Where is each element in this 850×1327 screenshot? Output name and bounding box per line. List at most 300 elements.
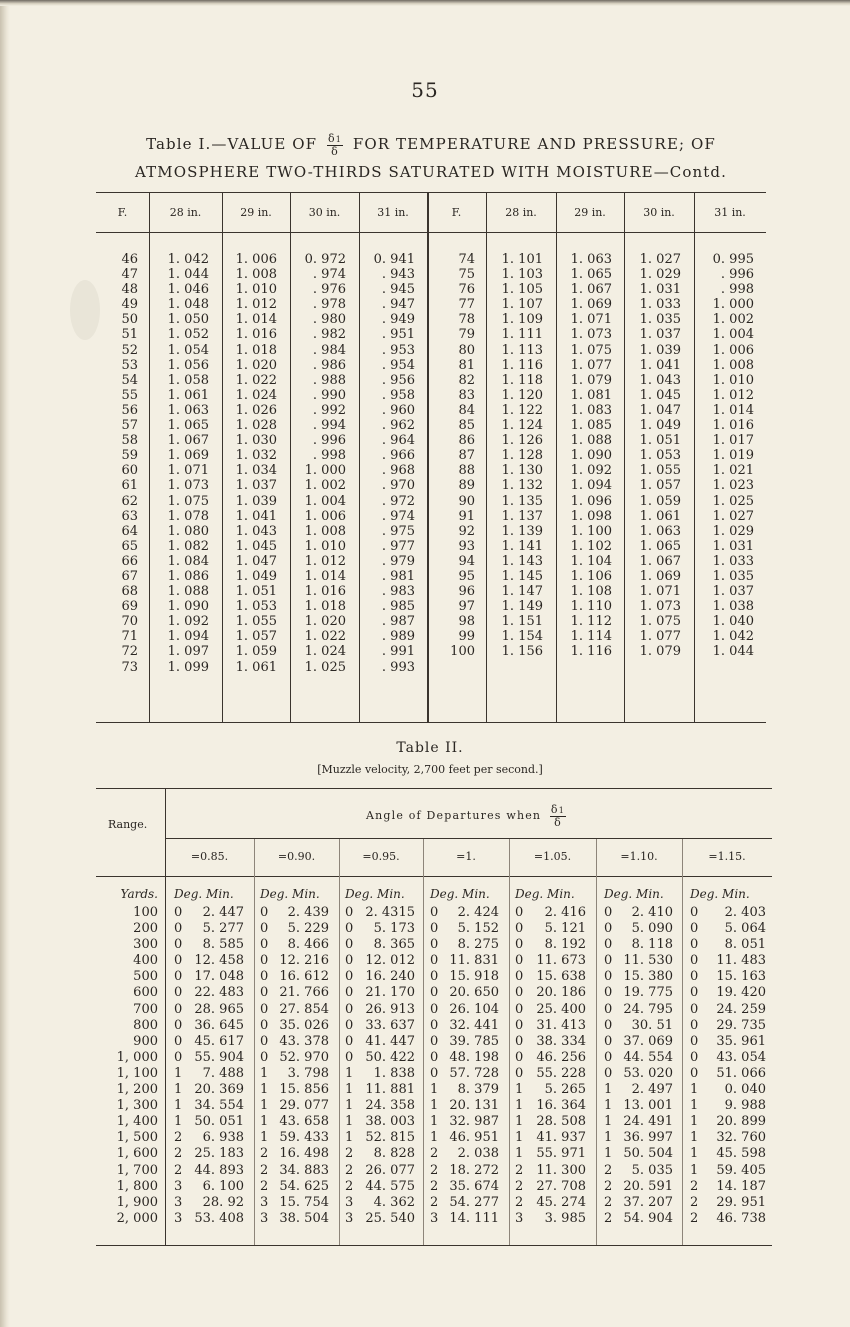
table1-cell: 1. 025 (712, 493, 754, 509)
table2-minute-cell: 11. 300 (536, 1162, 586, 1178)
table2-degree-cell: 1 (345, 1130, 354, 1146)
table1-cell: 1. 126 (501, 433, 543, 449)
table1-right-temperature-column (427, 252, 475, 660)
table2-degree-cell: 1 (260, 1114, 269, 1130)
table2-minute-cell: 38. 003 (365, 1114, 415, 1130)
table2-degree-cell: 0 (690, 1065, 699, 1081)
table2-minute-cell: 50. 051 (194, 1114, 244, 1130)
table1-cell: . 954 (381, 357, 415, 373)
table2-degree-cell: 0 (604, 905, 613, 920)
table2-minute-cell: 35. 026 (279, 1017, 329, 1033)
table2-minute-cell: 36. 645 (194, 1017, 244, 1033)
table2-degree-cell: 0 (604, 921, 613, 937)
table1-cell: . 994 (312, 418, 346, 434)
table2-minute-cell: 53. 020 (623, 1065, 673, 1081)
table2-degree-cell: 0 (515, 985, 524, 1001)
table1-cell: 1. 051 (235, 584, 277, 600)
table1-cell: 1. 083 (570, 402, 612, 418)
table2-minute-cell: 11. 881 (365, 1082, 415, 1098)
table1-cell-temperature: 94 (458, 553, 475, 569)
table1-cell: 1. 050 (167, 312, 209, 328)
table1-cell: . 974 (312, 267, 346, 283)
table2-degree-cell: 0 (345, 969, 354, 985)
table1-cell-temperature: 61 (121, 478, 138, 494)
table2-minute-cell: 41. 447 (365, 1033, 415, 1049)
table2-degree-cell: 0 (345, 1033, 354, 1049)
table1-cell: 1. 075 (167, 493, 209, 509)
table1-cell: 1. 080 (167, 523, 209, 539)
table1-cell-temperature: 87 (458, 448, 475, 464)
table1-cell: . 996 (312, 433, 346, 449)
table2-degree-cell: 1 (345, 1098, 354, 1114)
table1-cell: 1. 034 (235, 463, 277, 479)
table2-minute-cell: 20. 369 (194, 1082, 244, 1098)
table2-degree-cell: 0 (260, 953, 269, 969)
table2-degree-cell: 0 (260, 937, 269, 953)
table2-degree-cell: 2 (260, 1162, 269, 1178)
table2-minute-cell: 36. 997 (623, 1130, 673, 1146)
table2-degree-column (345, 905, 357, 1227)
table1-cell: . 978 (312, 297, 346, 313)
table2-minute-cell: 16. 240 (365, 969, 415, 985)
table1-cell: 1. 014 (712, 402, 754, 418)
table1-cell: 1. 035 (639, 312, 681, 328)
table1-cell-temperature: 89 (458, 478, 475, 494)
table2-range-cell: 1, 700 (116, 1162, 158, 1178)
table1-cell-temperature: 53 (121, 357, 138, 373)
table2-degree-column (260, 905, 272, 1227)
table2-minute-cell: 59. 405 (716, 1162, 766, 1178)
table1-cell: . 949 (381, 312, 415, 328)
table2-minute-cell: 45. 617 (194, 1033, 244, 1049)
table2-range-cell: 700 (133, 1001, 158, 1017)
table1-cell: . 966 (381, 448, 415, 464)
table2-minute-cell: 8. 118 (631, 937, 673, 953)
table2-degree-cell: 0 (690, 1017, 699, 1033)
table2-degree-cell: 3 (174, 1178, 183, 1194)
deg-min-label: Deg. Min. (260, 887, 320, 901)
table2-degree-cell: 0 (430, 1017, 439, 1033)
table2-minute-cell: 20. 131 (449, 1098, 499, 1114)
table2-minute-cell: 14. 111 (449, 1210, 499, 1226)
table1-cell: 1. 067 (570, 282, 612, 298)
table2-minute-cell: 5. 265 (544, 1082, 586, 1098)
table2-minute-column (188, 905, 244, 1227)
table1-cell: 1. 071 (167, 463, 209, 479)
table1-cell-temperature: 65 (121, 538, 138, 554)
table2-minute-cell: 46. 738 (716, 1210, 766, 1226)
table1-cell: . 992 (312, 402, 346, 418)
table2-degree-cell: 0 (174, 1001, 183, 1017)
table2-minute-cell: 24. 491 (623, 1114, 673, 1130)
table1-cell: . 976 (312, 282, 346, 298)
table2-degree-column (430, 905, 442, 1227)
table2-degree-cell: 0 (345, 937, 354, 953)
table2-degree-cell: 0 (260, 969, 269, 985)
table2-degree-cell: 1 (174, 1065, 183, 1081)
table1-cell: 1. 061 (167, 387, 209, 403)
table2-minute-cell: 2. 403 (724, 905, 766, 920)
table1-cell: . 988 (312, 372, 346, 388)
table2-minute-cell: 52. 970 (279, 1049, 329, 1065)
table1-cell: 1. 130 (501, 463, 543, 479)
table2-degree-cell: 0 (430, 953, 439, 969)
table1-cell: 1. 154 (501, 629, 543, 645)
table2-degree-cell: 0 (690, 1033, 699, 1049)
table2-minute-cell: 31. 413 (536, 1017, 586, 1033)
table2-degree-cell: 0 (690, 953, 699, 969)
table2-minute-cell: 19. 420 (716, 985, 766, 1001)
table2-minute-cell: 14. 187 (716, 1178, 766, 1194)
table2-range-cell: 1, 600 (116, 1146, 158, 1162)
table1-cell: 1. 022 (304, 629, 346, 645)
table1-cell-temperature: 67 (121, 568, 138, 584)
table2-degree-cell: 1 (604, 1082, 613, 1098)
table1-cell: 0. 972 (304, 252, 346, 267)
table1-cell: 1. 053 (235, 599, 277, 615)
table2-minute-cell: 41. 937 (536, 1130, 586, 1146)
table1-cell: 1. 086 (167, 568, 209, 584)
table2-degree-cell: 3 (345, 1194, 354, 1210)
table1-cell: 1. 149 (501, 599, 543, 615)
table1-cell: . 990 (312, 387, 346, 403)
table1-cell: 1. 063 (639, 523, 681, 539)
table2-degree-cell: 1 (174, 1082, 183, 1098)
table2-minute-cell: 11. 831 (449, 953, 499, 969)
table2-degree-cell: 3 (174, 1210, 183, 1226)
table1-cell: 1. 109 (501, 312, 543, 328)
table2-degree-cell: 1 (690, 1114, 699, 1130)
table1-cell-temperature: 99 (458, 629, 475, 645)
table2-degree-cell: 1 (260, 1098, 269, 1114)
table1-cell: 1. 012 (235, 297, 277, 313)
table2-minute-cell: 19. 775 (623, 985, 673, 1001)
table2-minute-cell: 0. 040 (724, 1082, 766, 1098)
table2-minute-cell: 27. 854 (279, 1001, 329, 1017)
table2-degree-cell: 2 (430, 1178, 439, 1194)
table2-range-cell: 1, 000 (116, 1049, 158, 1065)
table1-cell: 1. 114 (570, 629, 612, 645)
table2-header-rule (96, 876, 772, 877)
table2-minute-cell: 8. 585 (202, 937, 244, 953)
table1-cell-temperature: 75 (458, 267, 475, 283)
deg-min-label: Deg. Min. (690, 887, 750, 901)
table1-cell: 1. 027 (639, 252, 681, 267)
table2-degree-cell: 1 (174, 1098, 183, 1114)
table2-degree-cell: 2 (604, 1162, 613, 1178)
table1-cell-temperature: 84 (458, 402, 475, 418)
table2-degree-cell: 0 (604, 1017, 613, 1033)
fraction-numerator: δ (550, 803, 559, 816)
table2-col-header: =1.05. (533, 850, 572, 863)
table1-cell: 1. 012 (712, 387, 754, 403)
table2-degree-cell: 3 (260, 1210, 269, 1226)
table1-cell: 1. 049 (235, 568, 277, 584)
table2-minute-cell: 20. 650 (449, 985, 499, 1001)
table2-minute-cell: 39. 785 (449, 1033, 499, 1049)
table2-degree-cell: 1 (260, 1130, 269, 1146)
table1-cell: . 975 (381, 523, 415, 539)
table2-degree-cell: 0 (174, 985, 183, 1001)
table2-minute-cell: 15. 638 (536, 969, 586, 985)
table2-minute-cell: 44. 575 (365, 1178, 415, 1194)
table1-cell: 1. 031 (639, 282, 681, 298)
table2-minute-column (618, 905, 673, 1227)
table2-minute-cell: 2. 424 (457, 905, 499, 920)
table2-degree-cell: 0 (604, 1033, 613, 1049)
table1-title (96, 130, 766, 186)
table1-cell: 1. 075 (639, 614, 681, 630)
table2-col-header: =1. (456, 850, 476, 863)
table1-cell: 1. 020 (304, 614, 346, 630)
table2-degree-cell: 2 (174, 1130, 183, 1146)
table1-cell: 1. 045 (639, 387, 681, 403)
table1-cell: 1. 141 (501, 538, 543, 554)
table1-cell: . 945 (381, 282, 415, 298)
table1-cell: 1. 000 (712, 297, 754, 313)
table2-minute-cell: 29. 951 (716, 1194, 766, 1210)
table1-left-31in-column (359, 252, 415, 675)
table1-cell: 1. 053 (639, 448, 681, 464)
table2-degree-cell: 0 (604, 953, 613, 969)
table2-minute-cell: 43. 054 (716, 1049, 766, 1065)
page-number: 55 (411, 78, 439, 102)
table1-cell: 1. 079 (570, 372, 612, 388)
table1-cell: 1. 113 (501, 342, 543, 358)
table1-cell: 1. 056 (167, 357, 209, 373)
table2-degree-cell: 0 (260, 1001, 269, 1017)
table2-minute-cell: 37. 207 (623, 1194, 673, 1210)
table2-minute-cell: 21. 766 (279, 985, 329, 1001)
table2-range-cell: 200 (133, 921, 158, 937)
table2-minute-cell: 2. 410 (631, 905, 673, 920)
table1-cell: 1. 020 (235, 357, 277, 373)
table2-degree-cell: 2 (345, 1146, 354, 1162)
table2-degree-cell: 1 (690, 1082, 699, 1098)
table2-degree-cell: 0 (515, 1001, 524, 1017)
table2-minute-cell: 59. 433 (279, 1130, 329, 1146)
table1-cell: . 998 (312, 448, 346, 464)
table1-cell: 1. 052 (167, 327, 209, 343)
table1-cell-temperature: 90 (458, 493, 475, 509)
table2-degree-cell: 0 (345, 985, 354, 1001)
table1-cell: 1. 116 (570, 644, 612, 660)
table2-degree-cell: 1 (430, 1130, 439, 1146)
table1-cell: 1. 079 (639, 644, 681, 660)
table2-minute-cell: 20. 186 (536, 985, 586, 1001)
table2-degree-column (515, 905, 527, 1227)
table1-cell: . 987 (381, 614, 415, 630)
table1-cell: . 956 (381, 372, 415, 388)
table2-degree-cell: 2 (345, 1162, 354, 1178)
table2-degree-cell: 2 (260, 1178, 269, 1194)
table1-cell-temperature: 64 (121, 523, 138, 539)
table1-cell: . 947 (381, 297, 415, 313)
table2-range-cell: 500 (133, 969, 158, 985)
table2-vline (682, 839, 683, 1245)
table2-minute-cell: 25. 183 (194, 1146, 244, 1162)
table1-cell: 1. 145 (501, 568, 543, 584)
table1-cell-temperature: 77 (458, 297, 475, 313)
table2-minute-cell: 34. 883 (279, 1162, 329, 1178)
table2-degree-cell: 2 (690, 1178, 699, 1194)
table1-cell: 1. 092 (167, 614, 209, 630)
table1-cell: 1. 139 (501, 523, 543, 539)
table2-minute-cell: 11. 530 (623, 953, 673, 969)
table2-degree-cell: 0 (174, 1033, 183, 1049)
table1-cell: 1. 018 (235, 342, 277, 358)
table2-range-cell: 1, 800 (116, 1178, 158, 1194)
table1-cell: 1. 044 (712, 644, 754, 660)
table2-degree-cell: 2 (604, 1194, 613, 1210)
table2-degree-cell: 0 (690, 1001, 699, 1017)
table2-degree-cell: 0 (690, 985, 699, 1001)
table2-minute-cell: 12. 458 (194, 953, 244, 969)
table1-header-28in: 28 in. (505, 206, 537, 219)
table1-cell: 1. 065 (570, 267, 612, 283)
table1-cell-temperature: 57 (121, 418, 138, 434)
table2-degree-cell: 2 (515, 1178, 524, 1194)
table2-degree-cell: 1 (690, 1130, 699, 1146)
table1-header-rule (96, 232, 766, 233)
table1-cell: . 943 (381, 267, 415, 283)
table1-cell: 1. 022 (235, 372, 277, 388)
table1-cell: 1. 049 (639, 418, 681, 434)
table2-degree-cell: 2 (174, 1162, 183, 1178)
table2-minute-cell: 2. 439 (287, 905, 329, 920)
fraction-denominator: δ (331, 145, 339, 158)
table1-cell-temperature: 62 (121, 493, 138, 509)
table2-minute-cell: 15. 163 (716, 969, 766, 985)
table1-cell: 1. 061 (639, 508, 681, 524)
page-top-shadow (0, 0, 850, 6)
table2-degree-cell: 0 (174, 905, 183, 920)
table2-range-cell: 300 (133, 937, 158, 953)
table1-cell: 1. 037 (712, 584, 754, 600)
table2-degree-cell: 1 (430, 1098, 439, 1114)
table2-minute-cell: 11. 483 (716, 953, 766, 969)
table2-minute-cell: 17. 048 (194, 969, 244, 985)
table1-cell: 1. 046 (167, 282, 209, 298)
table2-minute-column (444, 905, 499, 1227)
table2-degree-cell: 0 (604, 969, 613, 985)
table1-cell-temperature: 83 (458, 387, 475, 403)
table2-minute-cell: 5. 035 (631, 1162, 673, 1178)
table2-minute-cell: 8. 379 (457, 1082, 499, 1098)
table1-cell: 1. 102 (570, 538, 612, 554)
table2-degree-cell: 2 (430, 1194, 439, 1210)
table1-cell: 1. 151 (501, 614, 543, 630)
table2-minute-cell: 55. 971 (536, 1146, 586, 1162)
table1-cell: 1. 038 (712, 599, 754, 615)
table1-cell: 1. 021 (712, 463, 754, 479)
table2-vline (339, 839, 340, 1245)
table1-cell: 1. 069 (639, 568, 681, 584)
table1-cell: 1. 073 (570, 327, 612, 343)
table2-minute-cell: 5. 173 (373, 921, 415, 937)
table2-minute-cell: 57. 728 (449, 1065, 499, 1081)
table2-degree-cell: 0 (174, 953, 183, 969)
table1-cell: 1. 004 (712, 327, 754, 343)
table1-cell: 1. 047 (235, 553, 277, 569)
table1-cell: 1. 010 (235, 282, 277, 298)
table2-minute-cell: 30. 51 (631, 1017, 673, 1033)
table2-degree-cell: 0 (690, 905, 699, 920)
table1-cell-temperature: 55 (121, 387, 138, 403)
table1-header-f: F. (117, 206, 128, 219)
table1-cell: 1. 008 (712, 357, 754, 373)
table1-cell: 1. 041 (235, 508, 277, 524)
table1-cell: 1. 137 (501, 508, 543, 524)
table1-cell: 1. 099 (167, 659, 209, 675)
table2-minute-cell: 12. 012 (365, 953, 415, 969)
table2-minute-cell: 45. 274 (536, 1194, 586, 1210)
table1-cell: 1. 058 (167, 372, 209, 388)
table1-cell: . 979 (381, 553, 415, 569)
table2-degree-column (174, 905, 186, 1227)
table1-cell-temperature: 88 (458, 463, 475, 479)
table1-cell: 1. 059 (235, 644, 277, 660)
table1-cell: 1. 010 (712, 372, 754, 388)
table1-cell: 1. 018 (304, 599, 346, 615)
table2-minute-cell: 5. 090 (631, 921, 673, 937)
table1-cell: 1. 112 (570, 614, 612, 630)
table1-cell: . 980 (312, 312, 346, 328)
table2-degree-cell: 0 (690, 921, 699, 937)
table2-minute-cell: 26. 913 (365, 1001, 415, 1017)
table2-minute-cell: 2. 4315 (365, 905, 415, 920)
table2-minute-cell: 24. 259 (716, 1001, 766, 1017)
table2-degree-cell: 0 (260, 921, 269, 937)
table2-subtitle: [Muzzle velocity, 2,700 feet per second.] (317, 763, 543, 776)
table2-minute-cell: 50. 504 (623, 1146, 673, 1162)
table1-cell: 1. 004 (304, 493, 346, 509)
table1-cell-temperature: 91 (458, 508, 475, 524)
table1-cell: 1. 100 (570, 523, 612, 539)
table1-cell-temperature: 71 (121, 629, 138, 645)
table2-degree-cell: 0 (690, 937, 699, 953)
table1-cell: 1. 044 (167, 267, 209, 283)
table1-cell: 1. 024 (235, 387, 277, 403)
table2-degree-cell: 0 (515, 1065, 524, 1081)
table2-minute-cell: 24. 358 (365, 1098, 415, 1114)
table2-minute-cell: 8. 828 (373, 1146, 415, 1162)
table2-minute-cell: 5. 277 (202, 921, 244, 937)
table2-range-cell: 2, 000 (116, 1210, 158, 1226)
table2-vline (596, 839, 597, 1245)
table1-cell: 1. 054 (167, 342, 209, 358)
table1-cell: 1. 094 (167, 629, 209, 645)
table2-degree-cell: 0 (174, 1049, 183, 1065)
table1-cell: 1. 063 (167, 402, 209, 418)
table2-minute-cell: 6. 938 (202, 1130, 244, 1146)
table2-minute-cell: 26. 104 (449, 1001, 499, 1017)
table1-cell-temperature: 68 (121, 584, 138, 600)
table1-cell: 1. 069 (167, 448, 209, 464)
table1-cell: 1. 061 (235, 659, 277, 675)
table1-cell: 1. 067 (639, 553, 681, 569)
angle-header-text: Angle of Departures when (365, 809, 542, 822)
table2-degree-cell: 1 (174, 1114, 183, 1130)
table1-header-29in: 29 in. (574, 206, 606, 219)
table2-minute-cell: 37. 069 (623, 1033, 673, 1049)
table2-minute-column (359, 905, 415, 1227)
table2-minute-cell: 4. 362 (373, 1194, 415, 1210)
deg-min-label: Deg. Min. (604, 887, 664, 901)
table1-cell: . 960 (381, 402, 415, 418)
table1-cell: . 985 (381, 599, 415, 615)
table1-cell: 1. 107 (501, 297, 543, 313)
